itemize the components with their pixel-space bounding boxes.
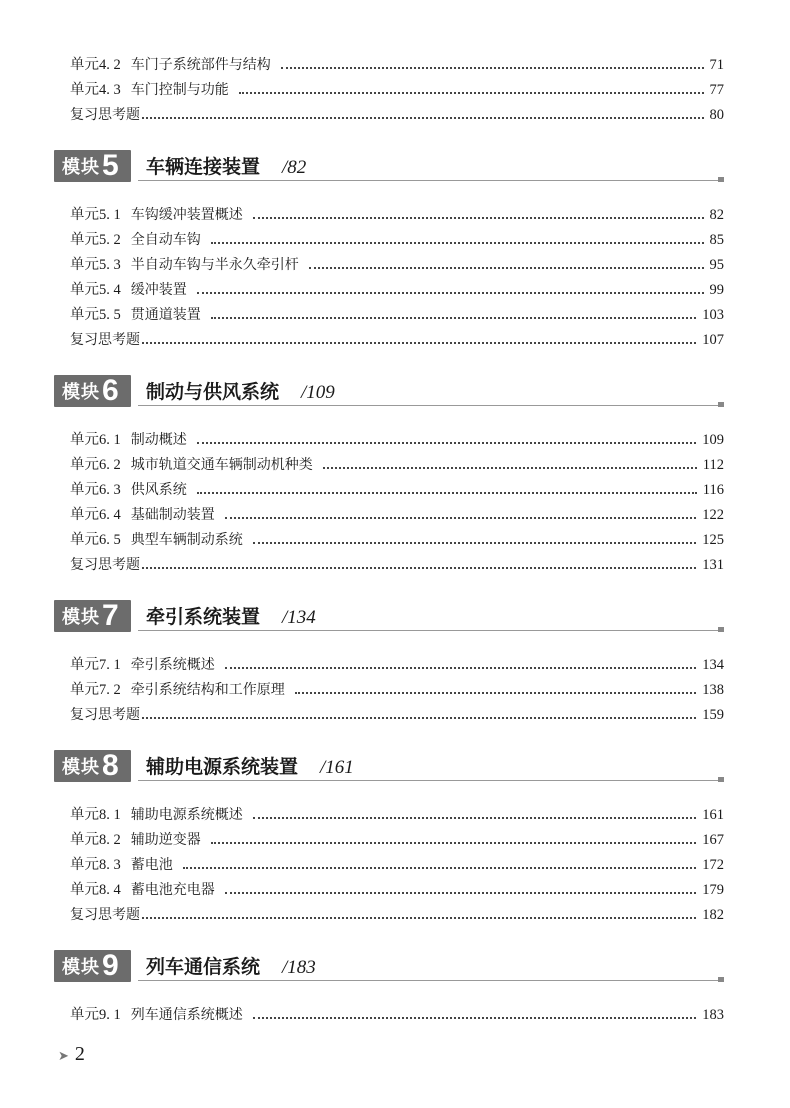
unit-number: 单元5. 2 xyxy=(70,232,121,248)
leader-dots xyxy=(197,442,697,444)
toc-entry[interactable] xyxy=(70,252,724,274)
unit-title: 牵引系统概述 xyxy=(130,657,215,673)
unit-title: 车钩缓冲装置概述 xyxy=(130,207,243,223)
unit-title: 牵引系统结构和工作原理 xyxy=(130,682,285,698)
leader-dots xyxy=(211,317,697,319)
module-number: 5 xyxy=(102,149,119,182)
module-title: 辅助电源系统装置 xyxy=(146,756,299,778)
unit-number: 单元5. 4 xyxy=(70,282,121,298)
unit-title: 贯通道装置 xyxy=(130,307,201,323)
leader-dots xyxy=(253,542,697,544)
module-label: 模块 xyxy=(62,757,100,778)
leader-dots xyxy=(295,692,697,694)
unit-title: 车门子系统部件与结构 xyxy=(130,57,271,73)
module-header[interactable] xyxy=(54,950,724,984)
unit-title: 半自动车钩与半永久牵引杆 xyxy=(130,257,299,273)
unit-title: 复习思考题 xyxy=(70,107,140,123)
page-number: 80 xyxy=(709,107,724,123)
page-number: 109 xyxy=(702,432,724,448)
unit-number: 单元6. 3 xyxy=(70,482,121,498)
arrow-icon: ➤ xyxy=(58,1048,69,1063)
unit-number: 单元7. 1 xyxy=(70,657,121,673)
module-label: 模块 xyxy=(62,957,100,978)
toc-entry-review[interactable] xyxy=(70,902,724,924)
module-number: 8 xyxy=(102,749,119,782)
unit-number: 单元4. 3 xyxy=(70,82,121,98)
module-label: 模块 xyxy=(62,607,100,628)
page-number: 134 xyxy=(702,657,724,673)
module-page: /109 xyxy=(301,382,335,403)
module-badge xyxy=(54,600,131,632)
module-header[interactable] xyxy=(54,150,724,184)
page-number: 183 xyxy=(702,1007,724,1023)
unit-title: 典型车辆制动系统 xyxy=(130,532,243,548)
rule-end-square xyxy=(718,402,724,407)
page-number: 82 xyxy=(709,207,724,223)
page-number: 122 xyxy=(702,507,724,523)
toc-entry[interactable] xyxy=(70,277,724,299)
page-number: 77 xyxy=(709,82,724,98)
module-header[interactable] xyxy=(54,750,724,784)
module-badge xyxy=(54,950,131,982)
module-title-line xyxy=(146,377,335,404)
toc-entry[interactable] xyxy=(70,77,724,99)
unit-title: 蓄电池充电器 xyxy=(130,882,215,898)
page-number: 131 xyxy=(702,557,724,573)
rule-end-square xyxy=(718,177,724,182)
page-number: 138 xyxy=(702,682,724,698)
toc-entry[interactable] xyxy=(70,52,724,74)
toc-entry[interactable] xyxy=(70,302,724,324)
module-title-line xyxy=(146,602,316,629)
leader-dots xyxy=(142,117,704,119)
leader-dots xyxy=(253,1017,697,1019)
unit-number: 单元6. 4 xyxy=(70,507,121,523)
leader-dots xyxy=(211,842,697,844)
toc-entry[interactable] xyxy=(70,852,724,874)
module-badge xyxy=(54,150,131,182)
module-title: 车辆连接装置 xyxy=(146,156,261,178)
unit-title: 缓冲装置 xyxy=(130,282,187,298)
unit-number: 单元8. 1 xyxy=(70,807,121,823)
leader-dots xyxy=(197,292,704,294)
unit-title: 复习思考题 xyxy=(70,557,140,573)
module-title: 制动与供风系统 xyxy=(146,381,280,403)
leader-dots xyxy=(225,892,697,894)
page-number: 116 xyxy=(702,482,724,498)
unit-title: 供风系统 xyxy=(130,482,187,498)
unit-number: 单元8. 4 xyxy=(70,882,121,898)
unit-number: 单元8. 3 xyxy=(70,857,121,873)
module-rule xyxy=(138,980,724,981)
page-number: 103 xyxy=(702,307,724,323)
unit-title: 辅助电源系统概述 xyxy=(130,807,243,823)
unit-title: 复习思考题 xyxy=(70,907,140,923)
leader-dots xyxy=(197,492,697,494)
module-header[interactable] xyxy=(54,600,724,634)
leader-dots xyxy=(239,92,704,94)
rule-end-square xyxy=(718,977,724,982)
page-number: 167 xyxy=(702,832,724,848)
page-number: 112 xyxy=(702,457,724,473)
leader-dots xyxy=(211,242,704,244)
page-number: 182 xyxy=(702,907,724,923)
module-page: /161 xyxy=(320,757,354,778)
module-label: 模块 xyxy=(62,157,100,178)
toc-entry[interactable] xyxy=(70,827,724,849)
module-rule xyxy=(138,780,724,781)
leader-dots xyxy=(309,267,704,269)
unit-title: 蓄电池 xyxy=(130,857,173,873)
module-page: /134 xyxy=(282,607,316,628)
page-number: 172 xyxy=(702,857,724,873)
unit-title: 车门控制与功能 xyxy=(130,82,229,98)
leader-dots xyxy=(142,717,696,719)
toc-entry[interactable] xyxy=(70,452,724,474)
toc-entry[interactable] xyxy=(70,527,724,549)
leader-dots xyxy=(281,67,704,69)
unit-title: 列车通信系统概述 xyxy=(130,1007,243,1023)
leader-dots xyxy=(142,567,696,569)
toc-entry[interactable] xyxy=(70,227,724,249)
leader-dots xyxy=(225,517,697,519)
page-number: 125 xyxy=(702,532,724,548)
toc-entry[interactable] xyxy=(70,677,724,699)
leader-dots xyxy=(183,867,697,869)
toc-entry[interactable] xyxy=(70,1002,724,1024)
unit-number: 单元9. 1 xyxy=(70,1007,121,1023)
rule-end-square xyxy=(718,627,724,632)
module-title-line xyxy=(146,152,306,179)
module-title-line xyxy=(146,752,354,779)
module-page: /82 xyxy=(282,157,307,178)
page-number: 179 xyxy=(702,882,724,898)
unit-number: 单元6. 5 xyxy=(70,532,121,548)
module-rule xyxy=(138,405,724,406)
leader-dots xyxy=(253,217,704,219)
unit-number: 单元5. 5 xyxy=(70,307,121,323)
rule-end-square xyxy=(718,777,724,782)
toc-entry[interactable] xyxy=(70,652,724,674)
module-number: 6 xyxy=(102,374,119,407)
footer-page-number: 2 xyxy=(74,1043,85,1065)
toc-entry-review[interactable] xyxy=(70,552,724,574)
module-title-line xyxy=(146,952,316,979)
leader-dots xyxy=(225,667,697,669)
page-number: 71 xyxy=(709,57,724,73)
module-badge xyxy=(54,375,131,407)
unit-number: 单元6. 2 xyxy=(70,457,121,473)
leader-dots xyxy=(323,467,697,469)
toc-entry[interactable] xyxy=(70,502,724,524)
unit-title: 辅助逆变器 xyxy=(130,832,201,848)
unit-title: 城市轨道交通车辆制动机种类 xyxy=(130,457,313,473)
page-number: 85 xyxy=(709,232,724,248)
page-footer xyxy=(58,1043,85,1066)
leader-dots xyxy=(142,917,696,919)
page-number: 107 xyxy=(702,332,724,348)
toc-entry[interactable] xyxy=(70,877,724,899)
module-number: 9 xyxy=(102,949,119,982)
module-title: 牵引系统装置 xyxy=(146,606,261,628)
unit-title: 复习思考题 xyxy=(70,707,140,723)
module-rule xyxy=(138,630,724,631)
page-number: 95 xyxy=(709,257,724,273)
unit-title: 复习思考题 xyxy=(70,332,140,348)
toc-entry-review[interactable] xyxy=(70,102,724,124)
unit-number: 单元5. 3 xyxy=(70,257,121,273)
toc-entry[interactable] xyxy=(70,427,724,449)
unit-title: 全自动车钩 xyxy=(130,232,201,248)
unit-number: 单元7. 2 xyxy=(70,682,121,698)
leader-dots xyxy=(142,342,696,344)
page-number: 99 xyxy=(709,282,724,298)
module-title: 列车通信系统 xyxy=(146,956,261,978)
toc-entry-review[interactable] xyxy=(70,327,724,349)
module-number: 7 xyxy=(102,599,119,632)
page-number: 159 xyxy=(702,707,724,723)
leader-dots xyxy=(253,817,697,819)
module-badge xyxy=(54,750,131,782)
page-number: 161 xyxy=(702,807,724,823)
unit-number: 单元8. 2 xyxy=(70,832,121,848)
unit-number: 单元5. 1 xyxy=(70,207,121,223)
unit-number: 单元6. 1 xyxy=(70,432,121,448)
toc-entry[interactable] xyxy=(70,202,724,224)
toc-entry[interactable] xyxy=(70,477,724,499)
unit-title: 制动概述 xyxy=(130,432,187,448)
unit-title: 基础制动装置 xyxy=(130,507,215,523)
toc-entry[interactable] xyxy=(70,802,724,824)
module-label: 模块 xyxy=(62,382,100,403)
module-rule xyxy=(138,180,724,181)
module-page: /183 xyxy=(282,957,316,978)
unit-number: 单元4. 2 xyxy=(70,57,121,73)
module-header[interactable] xyxy=(54,375,724,409)
toc-entry-review[interactable] xyxy=(70,702,724,724)
